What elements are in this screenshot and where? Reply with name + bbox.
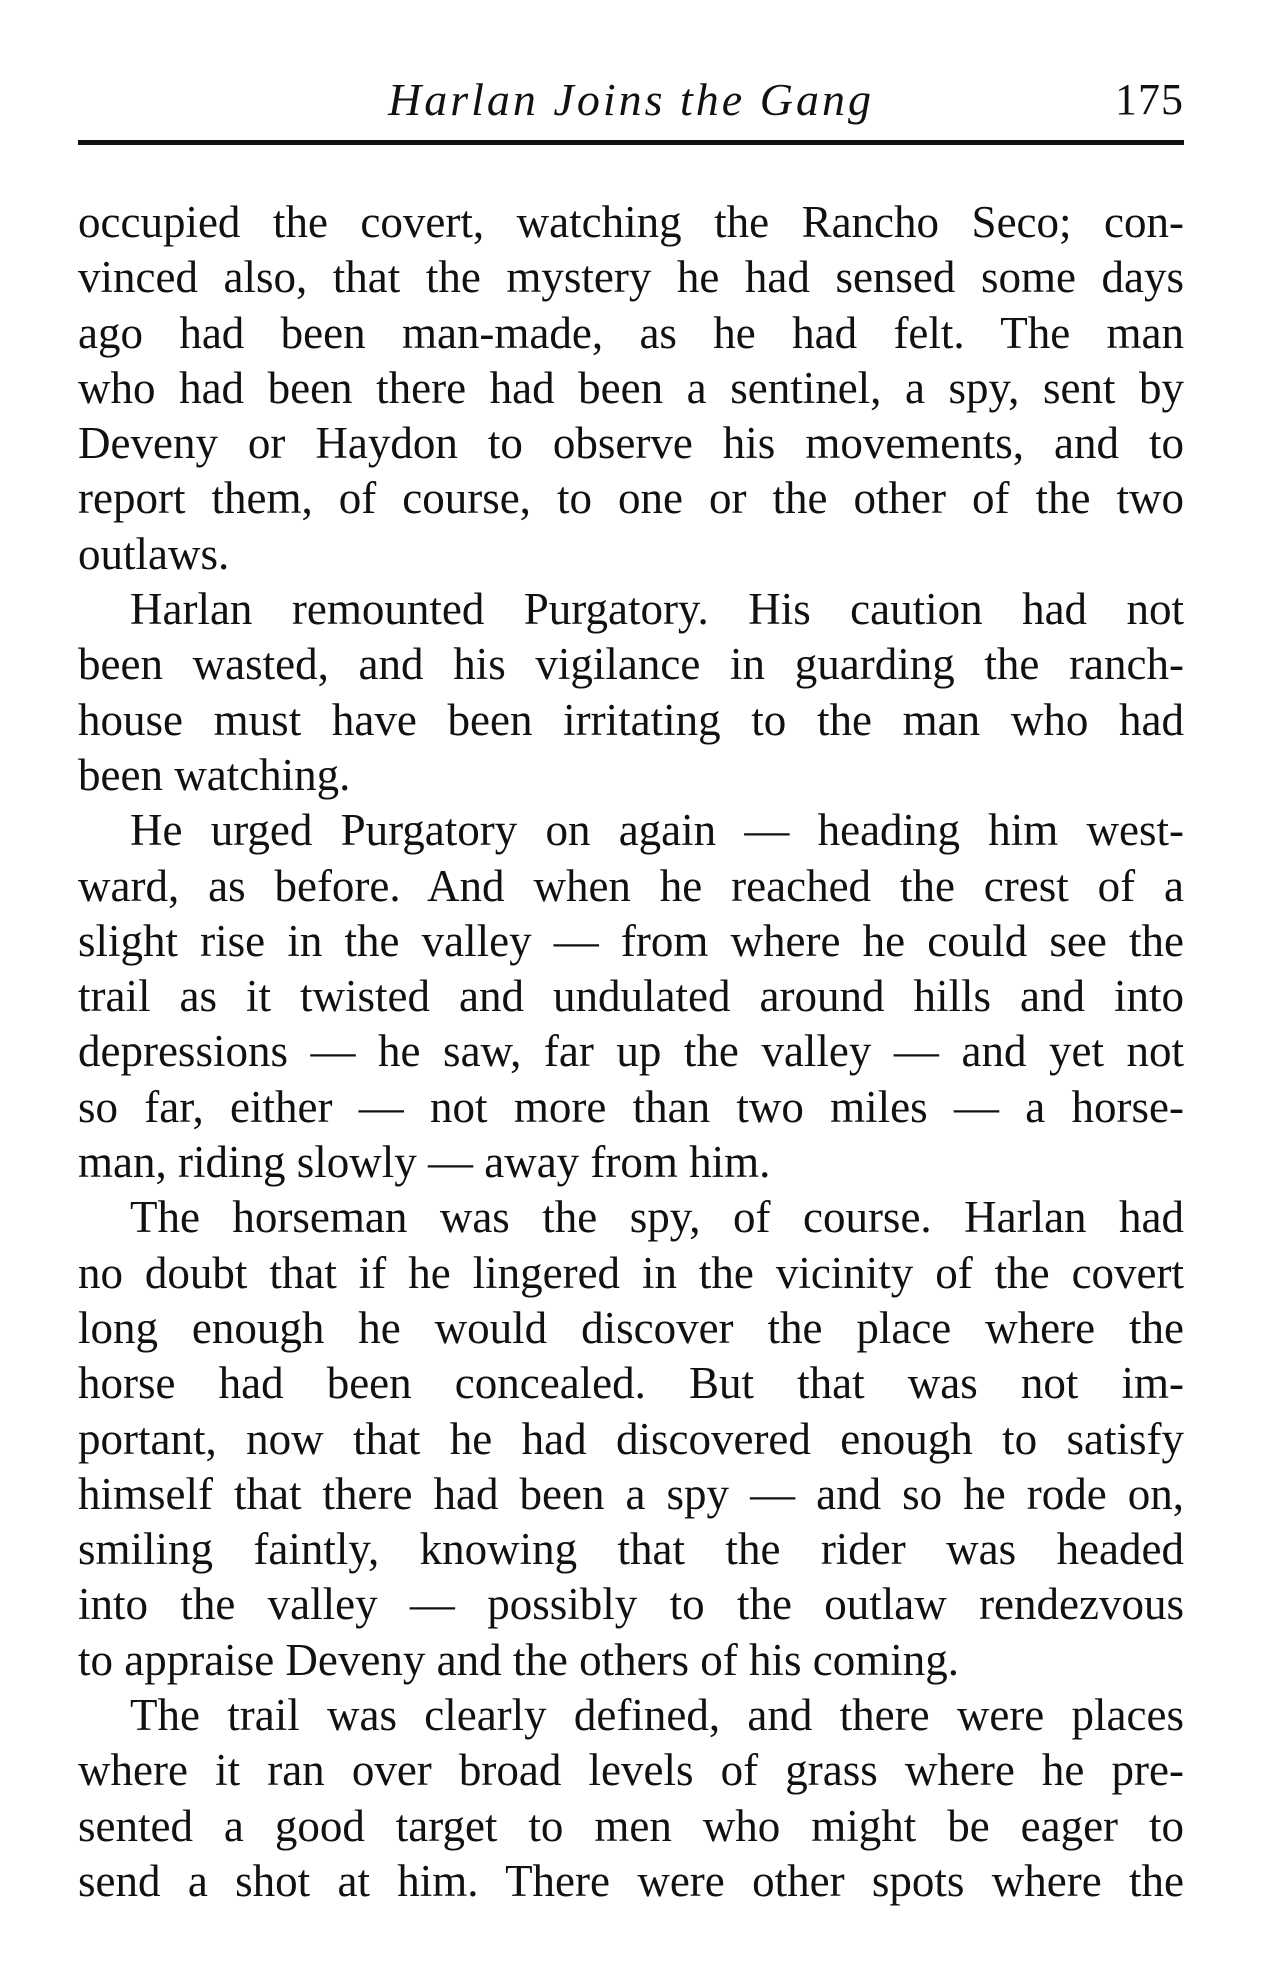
running-head [78,70,1184,130]
text-line: outlaws. [78,528,230,579]
text-line: long enough he would discover the place where the [78,1302,1184,1353]
body-text [78,195,1184,1909]
text-line: Harlan remounted Purgatory. His caution had not [130,584,1184,635]
paragraph-3 [78,803,1184,1190]
page-number: 175 [1115,75,1184,124]
text-line: where it ran over broad levels of grass where he pre- [78,1745,1184,1796]
text-line: been watching. [78,749,351,800]
paragraph-2 [78,582,1184,803]
paragraph-5 [78,1688,1184,1909]
text-line: ward, as before. And when he reached the crest of a [78,860,1184,911]
text-line: man, riding slowly — away from him. [78,1137,771,1188]
text-line: send a shot at him. There were other spots where the [78,1855,1184,1906]
text-line: ago had been man-made, as he had felt. The man [78,307,1184,358]
text-line: house must have been irritating to the man who had [78,694,1184,745]
text-line: horse had been concealed. But that was not im- [78,1358,1184,1409]
text-line: no doubt that if he lingered in the vicinity of the covert [78,1247,1184,1298]
text-line: depressions — he saw, far up the valley — and yet not [78,1026,1184,1077]
text-line: report them, of course, to one or the other of the two [78,473,1184,524]
header-rule [78,140,1184,145]
chapter-title: Harlan Joins the Gang [388,74,874,125]
paragraph-4 [78,1190,1184,1688]
text-line: He urged Purgatory on again — heading him west- [130,805,1184,856]
text-line: portant, now that he had discovered enough to satisfy [78,1413,1184,1464]
text-line: who had been there had been a sentinel, a spy, sent by [78,362,1184,413]
text-line: himself that there had been a spy — and so he rode on, [78,1468,1184,1519]
text-line: so far, either — not more than two miles — a horse- [78,1081,1184,1132]
paragraph-1 [78,195,1184,582]
text-line: Deveny or Haydon to observe his movements, and to [78,418,1184,469]
text-line: trail as it twisted and undulated around hills and into [78,971,1184,1022]
text-line: smiling faintly, knowing that the rider was headed [78,1524,1184,1575]
text-line: been wasted, and his vigilance in guarding the ranch- [78,639,1184,690]
text-line: vinced also, that the mystery he had sensed some days [78,252,1184,303]
text-line: to appraise Deveny and the others of his coming. [78,1634,960,1685]
text-line: The trail was clearly defined, and there were places [130,1690,1184,1741]
text-line: sented a good target to men who might be eager to [78,1800,1184,1851]
text-line: The horseman was the spy, of course. Harlan had [130,1192,1184,1243]
text-line: slight rise in the valley — from where he could see the [78,915,1184,966]
text-line: into the valley — possibly to the outlaw rendezvous [78,1579,1184,1630]
text-line: occupied the covert, watching the Rancho Seco; con- [78,197,1184,247]
